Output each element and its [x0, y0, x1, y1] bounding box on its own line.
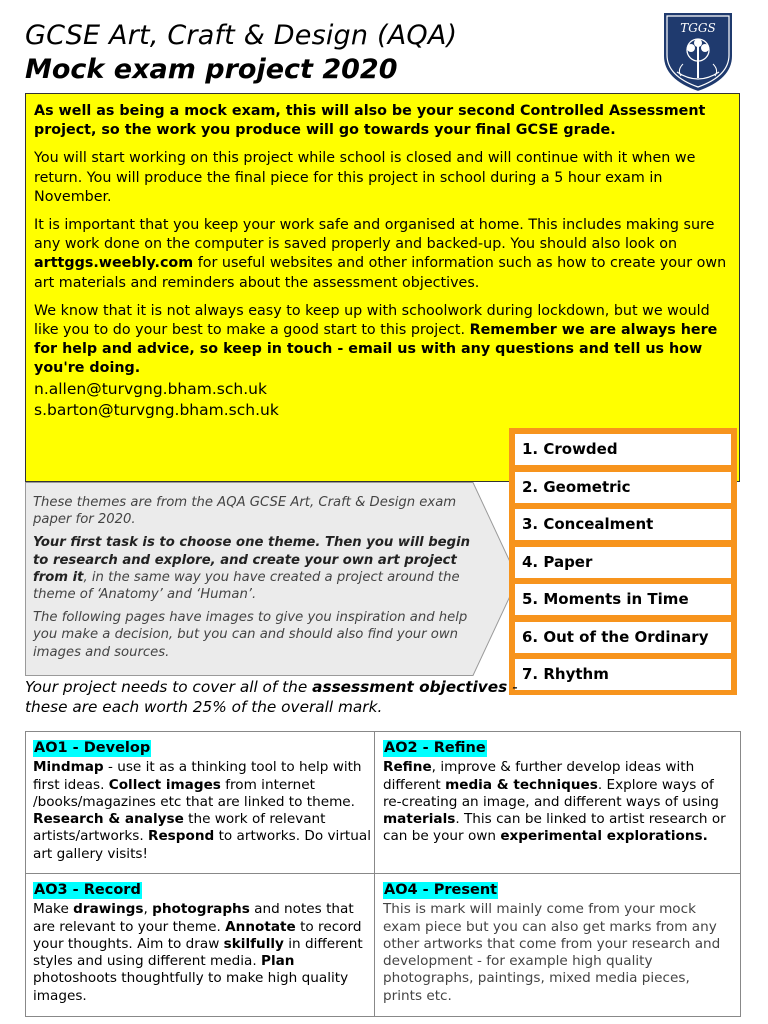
ao1-title: AO1 - Develop [34, 740, 151, 756]
ao3-text: Make [33, 901, 74, 918]
table-divider-horizontal [25, 873, 741, 874]
theme-item-paper: 4. Paper [515, 547, 731, 578]
school-crest-logo [655, 8, 741, 94]
ao2-cell [383, 740, 733, 846]
ao1-body [33, 759, 378, 863]
email-list [34, 379, 731, 421]
ao3-text: and notes that are relevant to your theme. [33, 901, 354, 935]
ao3-text: Plan [260, 953, 295, 970]
themes-list [509, 428, 737, 695]
theme-item-moments-in-time: 5. Moments in Time [515, 584, 731, 615]
ao1-text: the work of relevant artists/artworks. [33, 811, 326, 845]
email-link-s-barton[interactable]: s.barton@turvgng.bham.sch.uk [34, 400, 279, 419]
intro-paragraph-3-start: It is important that you keep your work safe and organised at home. This includes making sure any work done on the computer is saved properly and backed-up. You should also look on [34, 217, 715, 253]
ao1-cell [33, 740, 378, 863]
intro-paragraph-1: As well as being a mock exam, this will also be your second Controlled Assessment project, so the work you produce will go towards your final GCSE grade. [34, 103, 706, 139]
ao3-text: skilfully [223, 935, 284, 952]
theme-item-geometric: 2. Geometric [515, 472, 731, 503]
ao-intro-start: Your project needs to cover all of the [25, 678, 313, 696]
theme-item-crowded: 1. Crowded [515, 434, 731, 465]
themes-info-paragraph-2 [33, 534, 478, 603]
themes-info-paragraph-3: The following pages have images to give you inspiration and help you make a decision, but you can and should also find your own images and sources. [33, 610, 468, 660]
ao1-text: Respond [147, 828, 215, 845]
ao1-text: Mindmap [33, 759, 104, 776]
ao1-text: from internet /books/magazines etc that are linked to theme. [33, 776, 355, 810]
intro-paragraph-3-end: for useful websites and other information such as how to create your own art materials and reminders about the assessment objectives. [34, 255, 727, 291]
ao3-body [33, 901, 378, 1005]
intro-paragraph-3 [34, 216, 731, 293]
ao3-title: AO3 - Record [34, 882, 141, 898]
ao2-body [383, 759, 733, 845]
theme-item-rhythm: 7. Rhythm [515, 659, 731, 690]
ao1-text: to artworks. Do virtual art gallery visits! [33, 828, 371, 862]
ao2-text: media & techniques [445, 776, 598, 793]
ao2-text: . Explore ways of re-creating an image, and different ways of using [383, 776, 719, 810]
intro-paragraph-4-start: We know that it is not always easy to keep up with schoolwork during lockdown, but we would like you to do your best to make a good start to this project. [34, 302, 710, 339]
intro-paragraph-2: You will start working on this project while school is closed and will continue with it when we return. You will produce the final piece for this project in school during a 5 hour exam in November. [34, 150, 696, 205]
assessment-objectives-intro [25, 678, 545, 717]
ao4-body: This is mark will mainly come from your mock exam piece but you can also get marks from any other artworks that come from your research and development - for example high quality photographs, paintings, mixed media pieces, prints etc. [383, 901, 721, 1004]
page-title-project: Mock exam project 2020 [25, 54, 398, 85]
themes-info-task-rest: , in the same way you have created a project around the theme of ‘Anatomy’ and ‘Human’. [33, 569, 460, 603]
ao2-text: . This can be linked to artist research or can be your own [383, 811, 726, 845]
ao-intro-bold: assessment objectives [312, 678, 508, 696]
ao2-title: AO2 - Refine [384, 740, 486, 756]
email-link-n-allen[interactable]: n.allen@turvgng.bham.sch.uk [34, 379, 267, 398]
ao3-text: to record your thoughts. Aim to draw [33, 918, 362, 952]
ao3-text: drawings [73, 901, 144, 918]
ao4-title: AO4 - Present [384, 882, 498, 898]
ao1-text: Collect images [108, 776, 221, 793]
ao2-text: materials [383, 811, 456, 828]
ao2-text: , improve & further develop ideas with different [383, 759, 695, 793]
ao1-text: Research & analyse [33, 811, 184, 828]
ao3-text: in different styles and using different media. [33, 935, 363, 970]
page-title-course: GCSE Art, Craft & Design (AQA) [25, 20, 458, 51]
ao-intro-end: - these are each worth 25% of the overall mark. [25, 678, 518, 716]
theme-item-concealment: 3. Concealment [515, 509, 731, 540]
theme-item-out-of-the-ordinary: 6. Out of the Ordinary [515, 622, 731, 653]
themes-info-task: Your first task is to choose one theme. Then you will begin to research and explore, and create your own art project from it [33, 535, 470, 585]
themes-info-text [33, 494, 478, 667]
intro-paragraph-4 [34, 302, 731, 379]
ao3-text: , [143, 901, 153, 918]
ao3-cell [33, 882, 378, 1005]
ao1-text: - use it as a thinking tool to help with first ideas. [33, 759, 362, 793]
ao3-text: photoshoots thoughtfully to make high quality images. [33, 970, 349, 1004]
ao2-text: experimental explorations. [500, 828, 708, 845]
ao2-text: Refine [383, 759, 432, 776]
ao4-cell [383, 882, 733, 1005]
svg-text:TGGS: TGGS [680, 21, 716, 35]
intro-panel [25, 93, 740, 482]
themes-info-paragraph-1: These themes are from the AQA GCSE Art, Craft & Design exam paper for 2020. [33, 495, 457, 528]
intro-paragraph-4-bold: Remember we are always here for help and advice, so keep in touch - email us with any questions and tell us how you're doing. [34, 322, 718, 377]
ao3-text: photographs [152, 901, 250, 918]
ao3-text: Annotate [225, 918, 296, 935]
website-link[interactable]: arttggs.weebly.com [34, 255, 194, 272]
